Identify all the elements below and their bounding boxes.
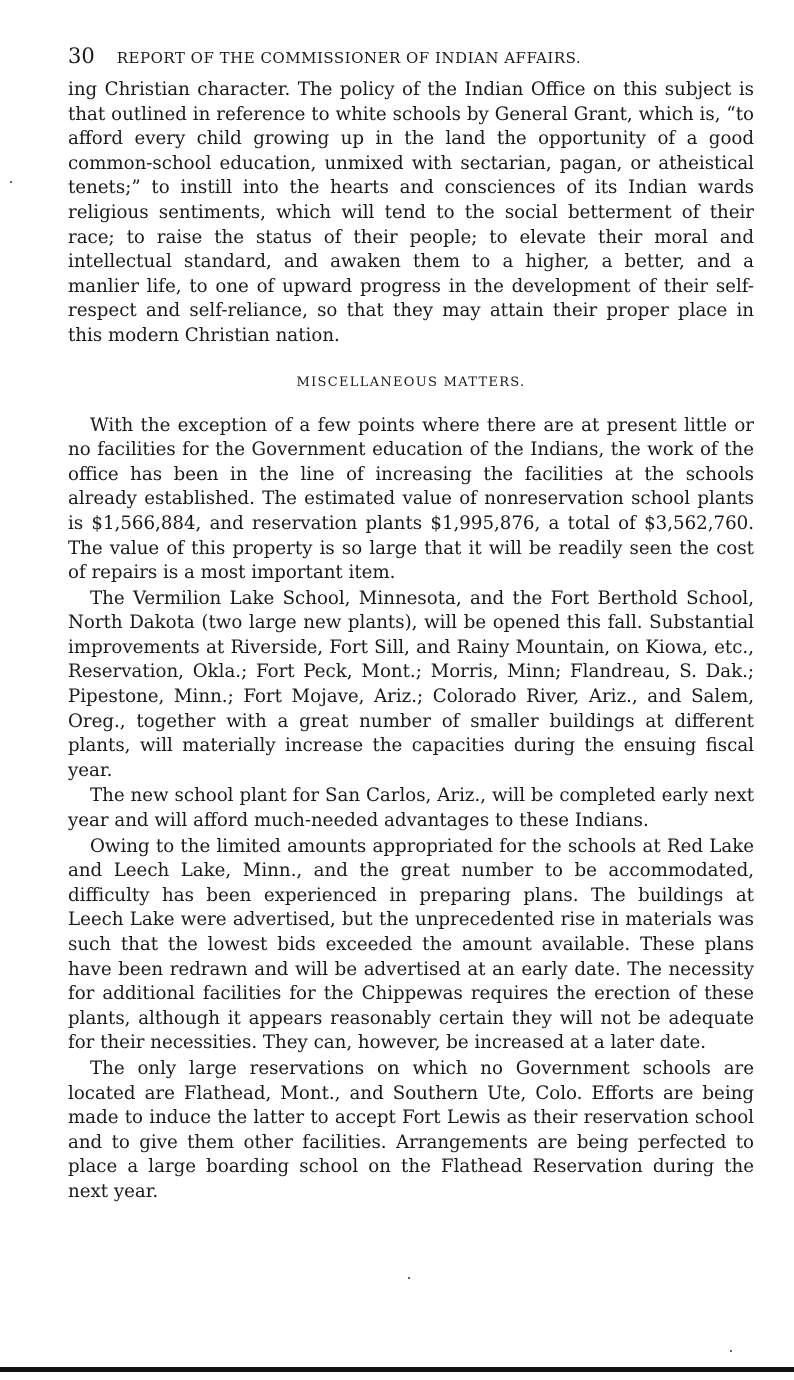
document-page [68, 44, 754, 1205]
scan-speck [408, 1277, 410, 1279]
body-paragraph: The Vermilion Lake School, Minnesota, and the Fort Berthold School, North Dakota (two large new plants), will be opened this fall. Substantial improvements at Riverside, Fort Sill, and Rainy Mountain, on Kiowa, etc., Reservation, Okla.; Fort Peck, Mont.; Morris, Minn; Flandreau, S. Dak.; Pipestone, Minn.; Fort Mojave, Ariz.; Colorado River, Ariz., and Salem, Oreg., together with a great number of smaller buildings at different plants, will materially increase the capacities during the ensuing fiscal year. [68, 587, 754, 781]
page-number: 30 [68, 44, 95, 68]
scan-speck [730, 1350, 732, 1352]
running-head-title: REPORT OF THE COMMISSIONER OF INDIAN AFFAIRS. [116, 49, 582, 67]
scan-speck [10, 181, 12, 183]
body-paragraph: The only large reservations on which no Government schools are located are Flathead, Mont., and Southern Ute, Colo. Efforts are being made to induce the latter to accept Fort Lewis as their reservation school and to give them other facilities. Arrangements are being perfected to place a large boarding school on the Flathead Reservation during the next year. [68, 1057, 754, 1202]
section-heading: MISCELLANEOUS MATTERS. [296, 374, 526, 390]
scan-bottom-edge [0, 1367, 794, 1372]
continuation-paragraph: ing Christian character. The policy of the Indian Office on this subject is that outlined in reference to white schools by General Grant, which is, “to afford every child growing up in the land the opportunity of a good common-school education, unmixed with sectarian, pagan, or atheistical tenets;” to instill into the hearts and consciences of its Indian wards religious sentiments, which will tend to the social betterment of their race; to raise the status of their people; to elevate their moral and intellectual standard, and awaken them to a higher, a better, and a manlier life, to one of upward progress in the development of their self-respect and self-reliance, so that they may attain their proper place in this modern Christian nation. [68, 79, 754, 346]
running-head [68, 44, 754, 68]
body-paragraph: With the exception of a few points where there are at present little or no facilities for the Government education of the Indians, the work of the office has been in the line of increasing the facilities at the schools already established. The estimated value of nonreservation school plants is $1,566,884, and reservation plants $1,995,876, a total of $3,562,760. The value of this property is so large that it will be readily seen the cost of repairs is a most important item. [68, 414, 754, 584]
body-paragraph: Owing to the limited amounts appropriated for the schools at Red Lake and Leech Lake, Minn., and the great number to be accommodated, difficulty has been experienced in preparing plans. The buildings at Leech Lake were advertised, but the unprecedented rise in materials was such that the lowest bids exceeded the amount available. These plans have been redrawn and will be advertised at an early date. The necessity for additional facilities for the Chippewas requires the erection of these plants, although it appears reasonably certain they will not be adequate for their necessities. They can, however, be increased at a later date. [68, 835, 754, 1054]
body-paragraph: The new school plant for San Carlos, Ariz., will be completed early next year and will afford much-needed advantages to these Indians. [68, 785, 754, 832]
